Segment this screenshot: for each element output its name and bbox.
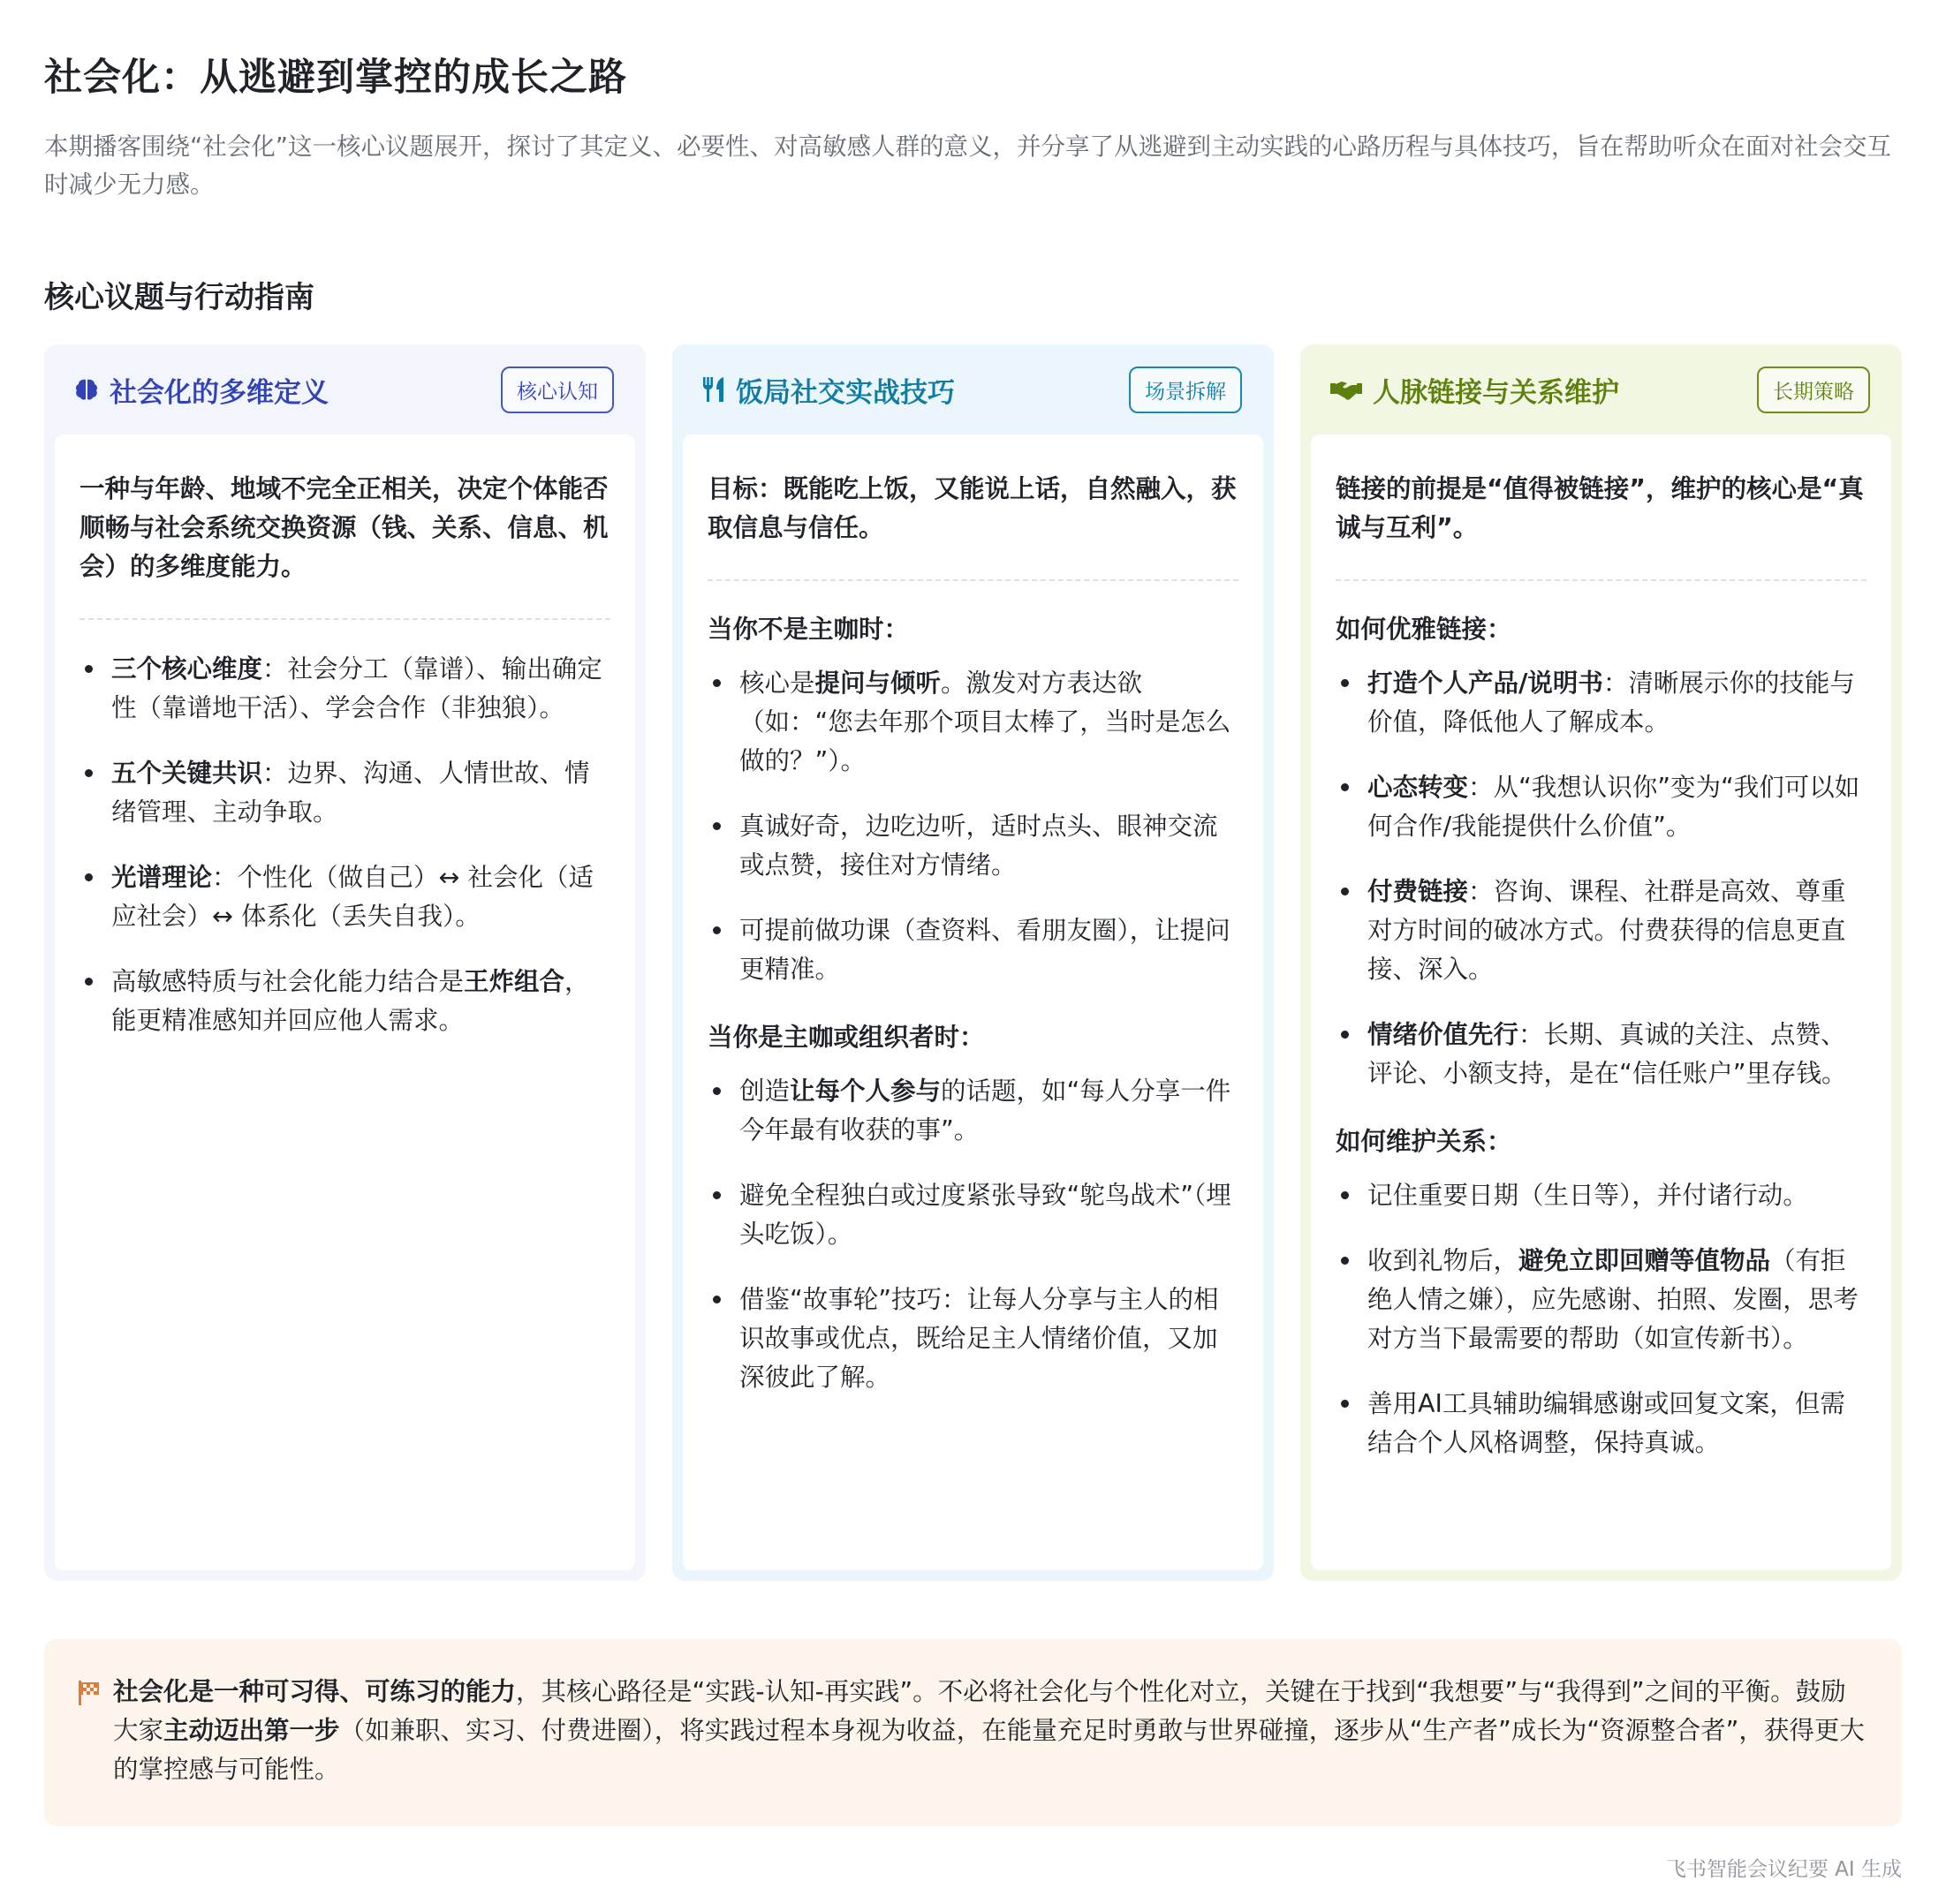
section-title: 核心议题与行动指南: [44, 280, 314, 315]
bullet-list: [708, 1072, 1238, 1397]
card-body: [683, 434, 1263, 1570]
card-title-wrap: [702, 370, 955, 410]
bullet-list: [708, 664, 1238, 989]
list-item: 避免全程独白或过度紧张导致“鸵鸟战术”（埋头吃饭）。: [708, 1176, 1238, 1254]
card-body: [55, 434, 635, 1570]
card-title: 社会化的多维定义: [110, 376, 329, 409]
bullet-list: [1336, 1176, 1866, 1462]
footer-credit: 飞书智能会议纪要 AI 生成: [1665, 1858, 1902, 1881]
cards-row: [44, 344, 1902, 1581]
card-lead: 一种与年龄、地域不完全正相关，决定个体能否顺畅与社会系统交换资源（钱、关系、信息、机会）的多维度能力。: [80, 474, 609, 581]
utensils-icon: [702, 376, 725, 403]
list-item: 真诚好奇，边吃边听，适时点头、眼神交流或点赞，接住对方情绪。: [708, 807, 1238, 885]
card-lead: 链接的前提是“值得被链接”，维护的核心是“真诚与互利”。: [1336, 474, 1864, 542]
conclusion-callout: [44, 1639, 1902, 1826]
card-dinner-skills: [672, 344, 1274, 1581]
flag-icon: [78, 1680, 101, 1706]
brain-icon: [74, 377, 99, 402]
card-lead: 目标：既能吃上饭，又能说上话，自然融入，获取信息与信任。: [708, 474, 1237, 542]
card-tag: 场景拆解: [1129, 366, 1242, 413]
list-item: 善用AI工具辅助编辑感谢或回复文案，但需结合个人风格调整，保持真诚。: [1336, 1385, 1866, 1462]
card-definition: [44, 344, 646, 1581]
list-item: 三个核心维度：社会分工（靠谱）、输出确定性（靠谱地干活）、学会合作（非独狼）。: [80, 650, 610, 728]
card-title-wrap: [1330, 370, 1619, 410]
list-item: 核心是提问与倾听。激发对方表达欲（如：“您去年那个项目太棒了，当时是怎么做的？”）。: [708, 664, 1238, 781]
card-title: 人脉链接与关系维护: [1373, 376, 1619, 409]
callout-text: 社会化是一种可习得、可练习的能力，其核心路径是“实践-认知-再实践”。不必将社会化与个性化对立，关键在于找到“我想要”与“我得到”之间的平衡。鼓励大家主动迈出第一步（如兼职、实习、付费进圈），将实践过程本身视为收益，在能量充足时勇敢与世界碰撞，逐步从“生产者”成长为“资源整合者”，获得更大的掌控感与可能性。: [113, 1677, 1865, 1784]
list-item: 高敏感特质与社会化能力结合是王炸组合，能更精准感知并回应他人需求。: [80, 963, 610, 1040]
list-item: 情绪价值先行：长期、真诚的关注、点赞、评论、小额支持，是在“信任账户”里存钱。: [1336, 1016, 1866, 1093]
divider: [708, 579, 1238, 581]
card-header: [55, 344, 635, 434]
card-title: 饭局社交实战技巧: [736, 376, 955, 409]
divider: [80, 618, 610, 620]
list-item: 借鉴“故事轮”技巧：让每人分享与主人的相识故事或优点，既给足主人情绪价值，又加深彼此了解。: [708, 1281, 1238, 1397]
card-tag: 核心认知: [501, 366, 614, 413]
list-item: 收到礼物后，避免立即回赠等值物品（有拒绝人情之嫌），应先感谢、拍照、发圈，思考对方当下最需要的帮助（如宣传新书）。: [1336, 1242, 1866, 1358]
card-header: [683, 344, 1263, 434]
subheading: 当你是主咖或组织者时：: [708, 1023, 985, 1052]
bullet-list: [1336, 664, 1866, 1093]
subheading: 当你不是主咖时：: [708, 615, 910, 644]
list-item: 心态转变：从“我想认识你”变为“我们可以如何合作/我能提供什么价值”。: [1336, 768, 1866, 846]
page-summary: 本期播客围绕“社会化”这一核心议题展开，探讨了其定义、必要性、对高敏感人群的意义，并分享了从逃避到主动实践的心路历程与具体技巧，旨在帮助听众在面对社会交互时减少无力感。: [44, 132, 1891, 199]
subheading: 如何优雅链接：: [1336, 615, 1512, 644]
card-networking: [1300, 344, 1902, 1581]
list-item: 付费链接：咨询、课程、社群是高效、尊重对方时间的破冰方式。付费获得的信息更直接、深入。: [1336, 873, 1866, 989]
list-item: 五个关键共识：边界、沟通、人情世故、情绪管理、主动争取。: [80, 754, 610, 832]
card-header: [1311, 344, 1891, 434]
handshake-icon: [1330, 378, 1362, 401]
list-item: 打造个人产品/说明书：清晰展示你的技能与价值，降低他人了解成本。: [1336, 664, 1866, 742]
list-item: 光谱理论：个性化（做自己）↔ 社会化（适应社会）↔ 体系化（丢失自我）。: [80, 858, 610, 936]
card-tag: 长期策略: [1757, 366, 1870, 413]
subheading: 如何维护关系：: [1336, 1127, 1512, 1156]
card-title-wrap: [74, 370, 329, 410]
list-item: 创造让每个人参与的话题，如“每人分享一件今年最有收获的事”。: [708, 1072, 1238, 1150]
list-item: 记住重要日期（生日等），并付诸行动。: [1336, 1176, 1866, 1215]
list-item: 可提前做功课（查资料、看朋友圈），让提问更精准。: [708, 911, 1238, 989]
bullet-list: [80, 650, 610, 1040]
card-body: [1311, 434, 1891, 1570]
page-title: 社会化：从逃避到掌控的成长之路: [44, 56, 627, 100]
divider: [1336, 579, 1866, 581]
